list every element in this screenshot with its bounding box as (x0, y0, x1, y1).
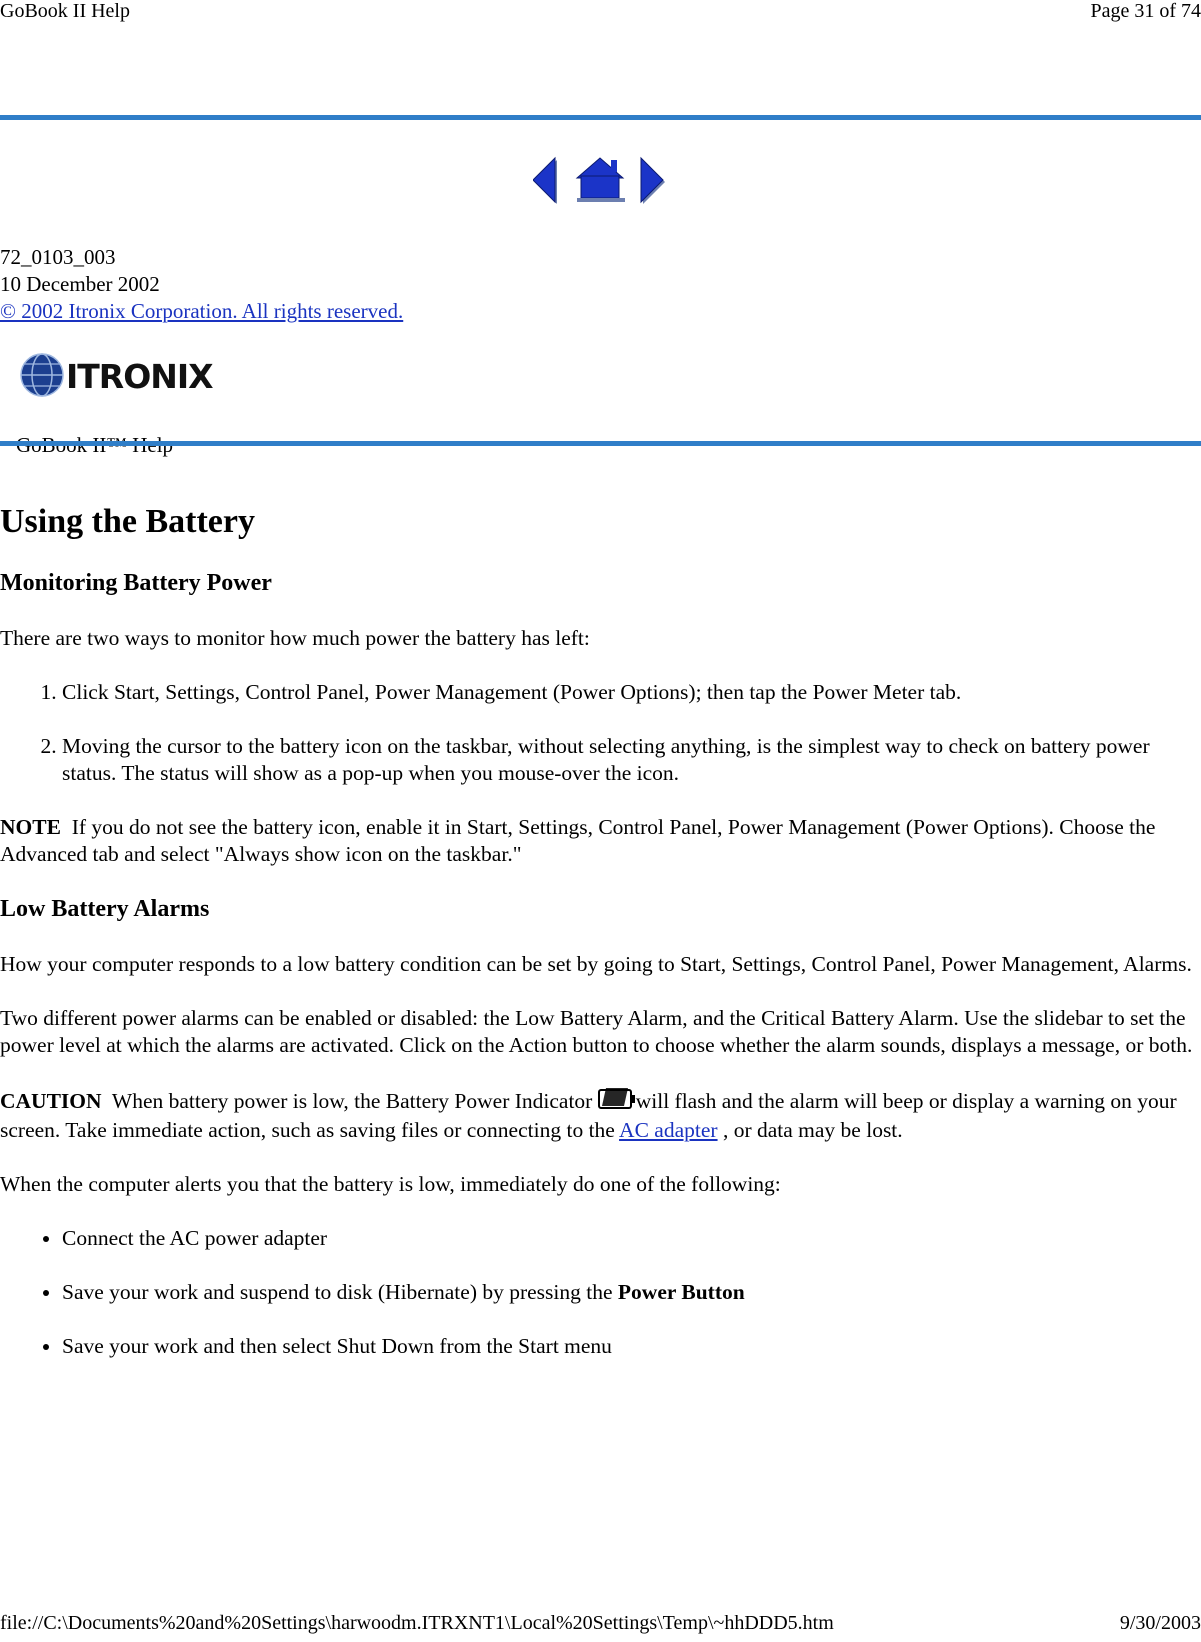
battery-indicator-icon (598, 1086, 636, 1117)
home-icon[interactable] (577, 158, 625, 202)
alert-intro: When the computer alerts you that the battery is low, immediately do one of the following: (0, 1172, 781, 1196)
list-item (62, 1279, 1195, 1306)
caution-label: CAUTION (0, 1089, 102, 1113)
ac-adapter-link[interactable]: AC adapter (619, 1118, 718, 1142)
header-rule (0, 441, 1201, 446)
back-arrow-icon[interactable] (533, 158, 557, 204)
doc-meta (0, 244, 403, 325)
doc-date: 10 December 2002 (0, 272, 160, 296)
main-content (0, 492, 1195, 1360)
doc-id: 72_0103_003 (0, 245, 116, 269)
top-rule (0, 115, 1201, 120)
print-header-title: GoBook II Help (0, 0, 130, 22)
nav-bar (533, 152, 665, 212)
list-item: • Connect the AC power adapter (62, 1225, 1195, 1252)
monitoring-intro: There are two ways to monitor how much power the battery has left: (0, 626, 590, 650)
caution-text-1: When battery power is low, the Battery Power Indicator (111, 1089, 593, 1113)
globe-icon (21, 354, 63, 396)
caution-text-3: , or data may be lost. (722, 1118, 903, 1142)
caution-text-2: will flash and the alarm will beep or display a warning on your screen. Take immediate action, such as saving files or connecting to the (0, 1089, 1177, 1142)
section-heading-alarms: Low Battery Alarms (0, 896, 210, 922)
action-list (0, 1225, 1195, 1360)
caution-paragraph (0, 1086, 1195, 1144)
note-label: NOTE (0, 815, 61, 839)
itronix-logo (20, 352, 240, 403)
note-paragraph (0, 814, 1195, 868)
logo-wordmark: ITRONIX (66, 357, 213, 396)
list-item: • Save your work and then select Shut Down from the Start menu (62, 1333, 1195, 1360)
alarms-para-2: Two different power alarms can be enabled or disabled: the Low Battery Alarm, and the Critical Battery Alarm. Use the slidebar to set the power level at which the alarms are activated. Click on the Action button to choose whether the alarm sounds, displays a message, or both. (0, 1006, 1193, 1057)
alarms-para-1: How your computer responds to a low battery condition can be set by going to Start, Settings, Control Panel, Power Management, Alarms. (0, 952, 1192, 976)
print-footer-date: 9/30/2003 (1119, 1612, 1201, 1634)
page-title: Using the Battery (0, 503, 255, 540)
print-footer-path: file://C:\Documents%20and%20Settings\harwoodm.ITRXNT1\Local%20Settings\Temp\~hhDDD5.htm (0, 1612, 834, 1634)
bullet2-text: Save your work and suspend to disk (Hibernate) by pressing the (62, 1280, 613, 1304)
forward-arrow-icon[interactable] (641, 158, 665, 204)
list-item: 1. Click Start, Settings, Control Panel, Power Management (Power Options); then tap the Power Meter tab. (62, 679, 1195, 706)
print-header-page: Page 31 of 74 (1090, 0, 1201, 22)
power-button-term: Power Button (617, 1280, 745, 1304)
note-text: If you do not see the battery icon, enable it in Start, Settings, Control Panel, Power Management (Power Options). Choose the Advanced tab and select "Always show icon on the taskbar." (0, 815, 1156, 866)
copyright-link[interactable]: © 2002 Itronix Corporation. All rights reserved. (0, 299, 404, 323)
section-heading-monitoring: Monitoring Battery Power (0, 570, 272, 596)
monitoring-list (0, 679, 1195, 787)
list-item: 2. Moving the cursor to the battery icon on the taskbar, without selecting anything, is the simplest way to check on battery power status. The status will show as a pop-up when you mouse-over the icon. (62, 733, 1195, 787)
